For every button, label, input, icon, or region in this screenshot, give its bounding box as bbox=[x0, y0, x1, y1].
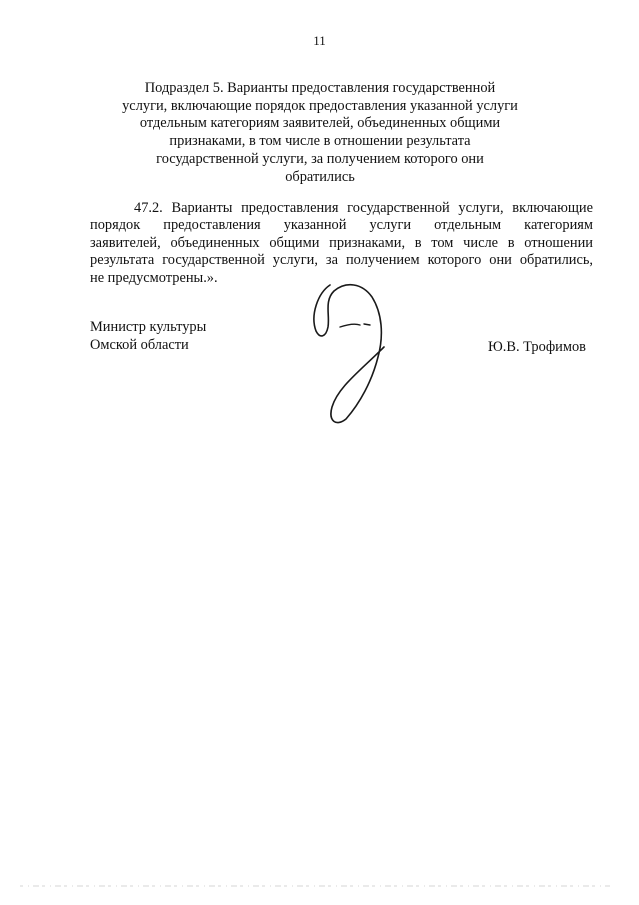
subsection-heading bbox=[120, 80, 520, 186]
scan-artifact-line bbox=[0, 884, 639, 888]
page-number: 11 bbox=[313, 33, 326, 48]
signer-position-line: Министр культуры bbox=[90, 319, 207, 335]
paragraph-line: не предусмотрены.». bbox=[90, 269, 218, 286]
signer-position bbox=[90, 318, 206, 354]
heading-line: услуги, включающие порядок предоставления указанной услуги bbox=[122, 97, 518, 114]
handwritten-signature bbox=[300, 275, 400, 430]
paragraph-line: порядок предоставления указанной услуги отдельным категориям bbox=[90, 217, 593, 234]
heading-line: обратились bbox=[285, 168, 355, 185]
paragraph-47-2 bbox=[90, 200, 593, 287]
paragraph-line: заявителей, объединенных общими признаками, в том числе в отношении bbox=[90, 234, 593, 251]
heading-line: отдельным категориям заявителей, объединенных общими bbox=[139, 115, 501, 132]
heading-line: Подраздел 5. Варианты предоставления государственной bbox=[144, 80, 496, 96]
heading-line: признаками, в том числе в отношении результата bbox=[169, 133, 471, 150]
paragraph-line: результата государственной услуги, за получением которого они обратились, bbox=[90, 252, 593, 269]
signer-position-line: Омской области bbox=[90, 337, 189, 353]
heading-line: государственной услуги, за получением которого они bbox=[156, 150, 484, 167]
paragraph-line: 47.2. Варианты предоставления государственной услуги, включающие bbox=[134, 200, 593, 216]
signer-name: Ю.В. Трофимов bbox=[488, 339, 586, 355]
